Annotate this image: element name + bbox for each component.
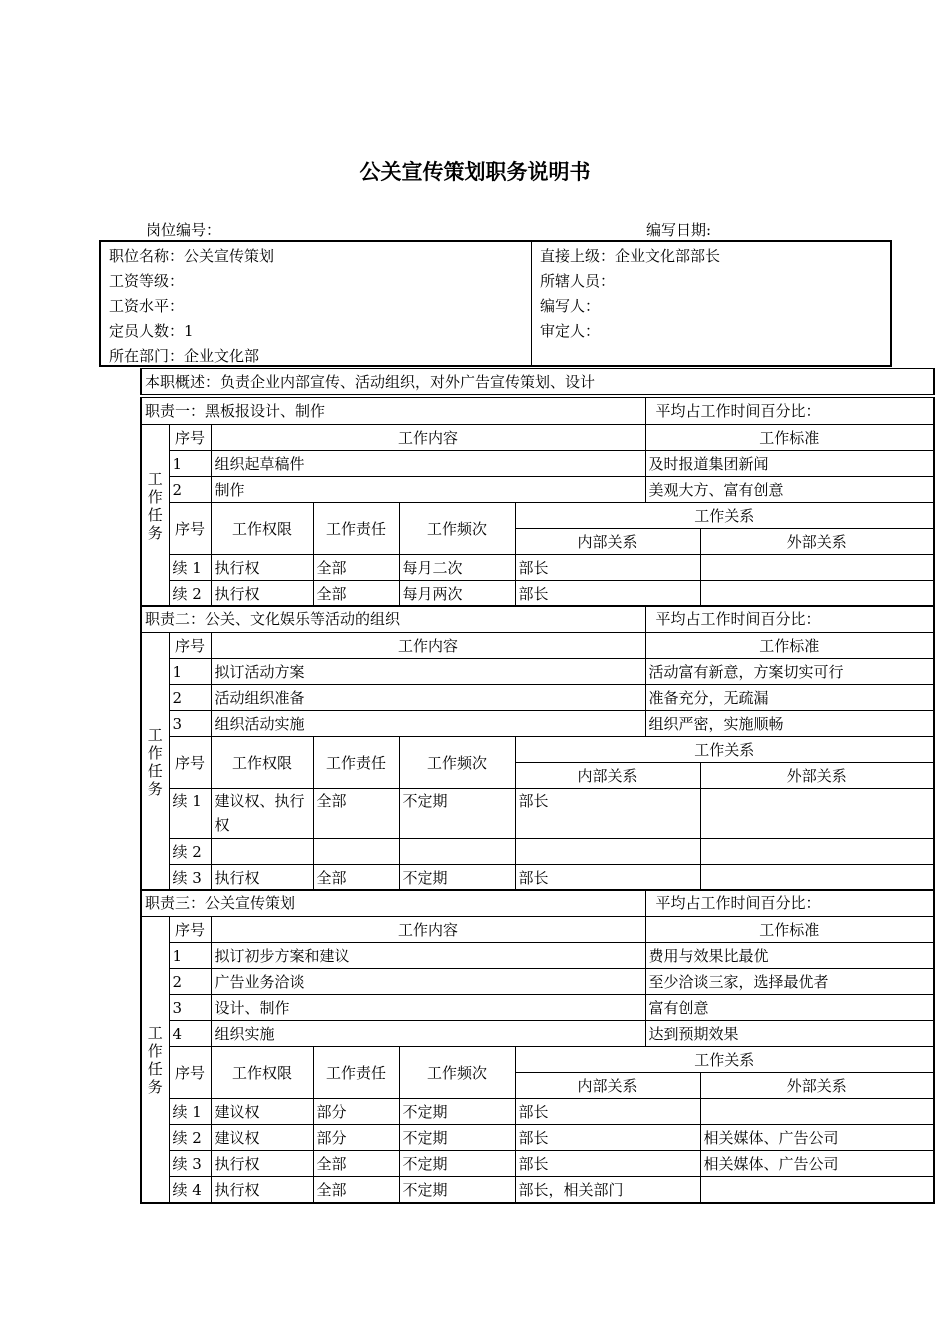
relation-authority: 执行权 [211, 555, 313, 581]
internal-header: 内部关系 [515, 763, 700, 789]
responsibility-header: 工作责任 [313, 737, 399, 789]
relation-internal: 部长 [515, 1151, 700, 1177]
seq-header: 序号 [169, 1047, 211, 1099]
seq-header: 序号 [169, 737, 211, 789]
authority-header: 工作权限 [211, 503, 313, 555]
relation-frequency: 不定期 [399, 1151, 515, 1177]
relation-external [700, 555, 934, 581]
external-header: 外部关系 [700, 529, 934, 555]
relation-responsibility: 全部 [313, 581, 399, 607]
task-standard: 富有创意 [645, 995, 934, 1021]
department-field: 所在部门：企业文化部 [109, 347, 260, 365]
task-no: 3 [169, 995, 211, 1021]
relation-external [700, 789, 934, 839]
relation-authority: 建议权 [211, 1125, 313, 1151]
relation-internal: 部长 [515, 1125, 700, 1151]
relation-authority: 执行权 [211, 581, 313, 607]
seq-header: 序号 [169, 425, 211, 451]
relation-authority: 建议权 [211, 1099, 313, 1125]
task-no: 2 [169, 969, 211, 995]
relation-authority: 建议权、执行权 [211, 789, 313, 839]
supervisor-field: 直接上级：企业文化部部长 [540, 247, 721, 265]
relation-responsibility: 部分 [313, 1125, 399, 1151]
task-standard: 组织严密，实施顺畅 [645, 711, 934, 737]
position-number-label: 岗位编号： [146, 221, 222, 239]
relation-internal [515, 839, 700, 865]
time-percentage-label: 平均占工作时间百分比： [645, 890, 934, 917]
work-task-side-label: 工作任务 [141, 425, 169, 607]
relation-external: 相关媒体、广告公司 [700, 1125, 934, 1151]
relation-authority: 执行权 [211, 1177, 313, 1204]
subordinates-field: 所辖人员： [540, 272, 616, 290]
relation-frequency: 不定期 [399, 789, 515, 839]
basic-info-box [99, 240, 892, 367]
relation-no: 续 2 [169, 581, 211, 607]
relation-responsibility: 全部 [313, 789, 399, 839]
job-summary-table [140, 368, 935, 395]
basic-info-right [540, 244, 890, 365]
relation-external [700, 1177, 934, 1204]
relation-authority: 执行权 [211, 865, 313, 891]
reviewer-field: 审定人： [540, 322, 601, 340]
content-header: 工作内容 [211, 425, 645, 451]
basic-info-left [109, 244, 529, 365]
relation-no: 续 1 [169, 789, 211, 839]
task-content: 拟订初步方案和建议 [211, 943, 645, 969]
relation-external [700, 865, 934, 891]
relation-responsibility: 全部 [313, 865, 399, 891]
task-content: 组织实施 [211, 1021, 645, 1047]
seq-header: 序号 [169, 917, 211, 943]
relation-responsibility: 全部 [313, 1177, 399, 1204]
salary-grade-field: 工资等级： [109, 272, 185, 290]
relation-responsibility: 部分 [313, 1099, 399, 1125]
relation-external [700, 839, 934, 865]
internal-header: 内部关系 [515, 529, 700, 555]
content-header: 工作内容 [211, 633, 645, 659]
relation-no: 续 2 [169, 1125, 211, 1151]
responsibility-header: 工作责任 [313, 503, 399, 555]
task-standard: 活动富有新意，方案切实可行 [645, 659, 934, 685]
frequency-header: 工作频次 [399, 503, 515, 555]
task-standard: 达到预期效果 [645, 1021, 934, 1047]
task-no: 2 [169, 477, 211, 503]
task-content: 广告业务洽谈 [211, 969, 645, 995]
headcount-field: 定员人数：1 [109, 322, 194, 340]
relation-responsibility: 全部 [313, 555, 399, 581]
task-no: 4 [169, 1021, 211, 1047]
relation-frequency [399, 839, 515, 865]
relation-external [700, 581, 934, 607]
task-no: 1 [169, 659, 211, 685]
task-standard: 费用与效果比最优 [645, 943, 934, 969]
relation-frequency: 不定期 [399, 1099, 515, 1125]
external-header: 外部关系 [700, 763, 934, 789]
relation-internal: 部长 [515, 1099, 700, 1125]
relation-no: 续 2 [169, 839, 211, 865]
relations-header: 工作关系 [515, 737, 934, 763]
internal-header: 内部关系 [515, 1073, 700, 1099]
duty-title: 职责二：公关、文化娱乐等活动的组织 [141, 606, 645, 633]
duty-title: 职责三：公关宣传策划 [141, 890, 645, 917]
time-percentage-label: 平均占工作时间百分比： [645, 398, 934, 425]
job-title-field: 职位名称：公关宣传策划 [109, 247, 275, 265]
date-label: 编写日期: [646, 221, 712, 239]
task-standard: 至少洽谈三家，选择最优者 [645, 969, 934, 995]
duty-section-2 [140, 605, 935, 891]
standard-header: 工作标准 [645, 633, 934, 659]
task-no: 1 [169, 451, 211, 477]
task-no: 3 [169, 711, 211, 737]
page-title: 公关宣传策划职务说明书 [359, 160, 591, 184]
relation-internal: 部长 [515, 555, 700, 581]
content-header: 工作内容 [211, 917, 645, 943]
relations-header: 工作关系 [515, 1047, 934, 1073]
relation-no: 续 3 [169, 1151, 211, 1177]
duty-section-3 [140, 889, 935, 1204]
time-percentage-label: 平均占工作时间百分比： [645, 606, 934, 633]
relation-frequency: 每月二次 [399, 555, 515, 581]
responsibility-header: 工作责任 [313, 1047, 399, 1099]
relation-internal: 部长 [515, 789, 700, 839]
relation-frequency: 不定期 [399, 865, 515, 891]
authority-header: 工作权限 [211, 737, 313, 789]
relations-header: 工作关系 [515, 503, 934, 529]
frequency-header: 工作频次 [399, 737, 515, 789]
duty-title: 职责一：黑板报设计、制作 [141, 398, 645, 425]
seq-header: 序号 [169, 633, 211, 659]
author-field: 编写人： [540, 297, 601, 315]
relation-external: 相关媒体、广告公司 [700, 1151, 934, 1177]
task-no: 1 [169, 943, 211, 969]
work-task-side-label: 工作任务 [141, 633, 169, 891]
relation-no: 续 1 [169, 1099, 211, 1125]
standard-header: 工作标准 [645, 917, 934, 943]
info-divider [531, 242, 532, 365]
work-task-side-label: 工作任务 [141, 917, 169, 1204]
standard-header: 工作标准 [645, 425, 934, 451]
task-content: 制作 [211, 477, 645, 503]
authority-header: 工作权限 [211, 1047, 313, 1099]
task-content: 拟订活动方案 [211, 659, 645, 685]
task-content: 组织起草稿件 [211, 451, 645, 477]
relation-external [700, 1099, 934, 1125]
relation-no: 续 1 [169, 555, 211, 581]
relation-no: 续 3 [169, 865, 211, 891]
seq-header: 序号 [169, 503, 211, 555]
relation-authority [211, 839, 313, 865]
relation-internal: 部长 [515, 581, 700, 607]
relation-responsibility: 全部 [313, 1151, 399, 1177]
task-content: 设计、制作 [211, 995, 645, 1021]
relation-internal: 部长 [515, 865, 700, 891]
task-standard: 准备充分，无疏漏 [645, 685, 934, 711]
task-standard: 美观大方、富有创意 [645, 477, 934, 503]
task-content: 组织活动实施 [211, 711, 645, 737]
relation-frequency: 每月两次 [399, 581, 515, 607]
relation-authority: 执行权 [211, 1151, 313, 1177]
external-header: 外部关系 [700, 1073, 934, 1099]
task-no: 2 [169, 685, 211, 711]
task-content: 活动组织准备 [211, 685, 645, 711]
frequency-header: 工作频次 [399, 1047, 515, 1099]
salary-level-field: 工资水平： [109, 297, 185, 315]
relation-no: 续 4 [169, 1177, 211, 1204]
relation-responsibility [313, 839, 399, 865]
task-standard: 及时报道集团新闻 [645, 451, 934, 477]
job-summary: 本职概述：负责企业内部宣传、活动组织，对外广告宣传策划、设计 [141, 369, 934, 395]
relation-frequency: 不定期 [399, 1125, 515, 1151]
duty-section-1 [140, 397, 935, 607]
relation-internal: 部长，相关部门 [515, 1177, 700, 1204]
relation-frequency: 不定期 [399, 1177, 515, 1204]
